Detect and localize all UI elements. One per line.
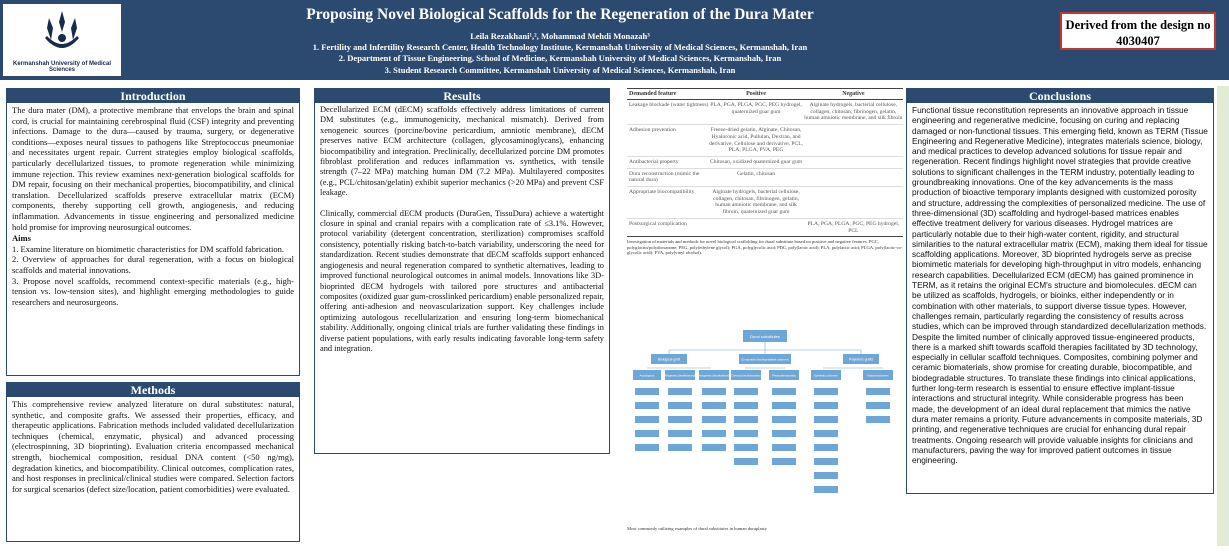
diagram-leaf-nodes <box>635 388 890 493</box>
table-row <box>627 187 903 219</box>
affiliation-1: 1. Fertility and Infertility Research Center, Health Technology Institute, Kermanshah University of Medical Sciences, Kermanshah, Iran <box>312 42 808 53</box>
table-cell-negative <box>804 171 903 184</box>
table-row <box>627 100 903 125</box>
table-cell-positive: Gelatin, chitosan <box>737 170 776 177</box>
table-header-feature: Demanded feature <box>629 91 677 97</box>
results-body <box>315 103 609 356</box>
methods-body <box>7 397 299 496</box>
poster-title: Proposing Novel Biological Scaffolds for the Regeneration of the Dura Mater <box>306 6 814 23</box>
university-emblem-icon <box>37 8 87 58</box>
conclusions-panel <box>906 88 1214 494</box>
table-header-negative: Negative <box>842 91 865 97</box>
diagram-node-label: Natural polymers <box>867 373 889 378</box>
introduction-heading: Introduction <box>7 89 299 103</box>
table-cell-feature: Postsurgical complication <box>629 220 687 227</box>
introduction-panel <box>6 88 300 376</box>
diagram-node-label: Autologous <box>639 373 655 378</box>
design-number-badge <box>1060 12 1216 50</box>
methods-heading: Methods <box>7 383 299 397</box>
results-paragraph-1: Decellularized ECM (dECM) scaffolds effectively address limitations of current DM substitutes (e.g., immunogenicity, mechanical mismatch). Derived from xenogeneic sources (porcine/bovine pericardium, amniotic membrane), dECM preserves native ECM architecture (collagen, glycosaminoglycans), enhancing biocompatibility and integration. Preclinically, decellularized porcine DM promotes fibroblast proliferation and reduces inflammation vs. synthetics, with tensile strength (7–22 MPa) matching human DM (7.2 MPa). Multilayered composites (e.g., PCL/chitosan/gelatin) exhibit superior mechanics (>20 MPa) and prevent CSF leakage. <box>320 105 604 198</box>
table-cell-negative: Alginate hydrogels, bacterial cellulose, collagen, chitosan, fibrinogen, gelatin, human amniotic membrane, and silk fibroin <box>804 102 903 122</box>
table-cell-feature: Adhesion prevention <box>629 127 676 134</box>
diagram-branch-label: Polymeric grafts <box>848 357 874 362</box>
aim-3: 3. Propose novel scaffolds, recommend context-specific materials (e.g., high-tension vs. low-tension sites), and highlight emerging methodologies to guide researchers and neurosurgeons. <box>12 275 294 307</box>
conclusions-text: Functional tissue reconstitution represents an innovative approach in tissue engineering and regenerative medicine, focusing on curing and replacing damaged or non-functional tissues. This emerging field, known as TERM (Tissue Engineering and Regenerative Medicine), integrates materials science, biology, and medical practices to develop advanced solutions for tissue repair and regeneration. Recent findings highlight novel strategies that provide creative solutions to significant challenges in the TERM industry, potentially leading to groundbreaking innovations. One of the key advancements is the mass production of bioactive temporary implants designed with customized porosity and structure, addressing the complexities of personalized medicine. The use of three-dimensional (3D) scaffolding and hydrogel-based matrices enables effective treatment delivery for various diseases. Hydrogel matrices are particularly notable due to their high-water content, rigidity, and structural similarities to the natural extracellular matrix (ECM), making them ideal for tissue scaffolding applications. Moreover, 3D bioprinted hydrogels serve as precise biomimetic materials for developing high-throughput in vitro models, enhancing research capabilities. Decellularized ECM (dECM) has gained prominence in TERM, as it retains the original ECM's structure and biomolecules. dECM can be utilized as scaffolds, hydrogels, or bioinks, either independently or in combination with other materials, to support diverse tissue types. However, challenges remain, particularly regarding the consistency of results across studies, which can be improved through standardized decellularization methods. Despite the limited number of clinically approved tissue-engineered products, there is a marked shift towards scaffold therapies facilitated by 3D technology, especially in cellular scaffold techniques. Composites, combining polymer and ceramic biomaterials, show promise for creating durable, biocompatible, and biodegradable structures. To translate these findings into clinical applications, further long-term research is essential to ensure effective implant-tissue interactions and structural integrity. While considerable progress has been made, the development of an ideal dural replacement that mimics the native dura mater remains a priority. Future advancements in composite materials, 3D printing, and regenerative techniques are crucial for enhancing dural repair treatments. Ongoing research will provide valuable insights for clinicians and manufacturers, paving the way for improved patient outcomes in tissue engineering. <box>912 105 1208 466</box>
diagram-subbranch-row <box>633 370 893 380</box>
table-cell-negative <box>804 159 903 166</box>
introduction-body <box>7 103 299 309</box>
table-cell-positive <box>708 221 803 234</box>
table-cell-positive: Alginate hydrogels, bacterial cellulose, collagen, chitosan, fibrinogen, gelatin, human amniotic membrane, and silk fibroin, quaternized guar gum <box>712 189 800 216</box>
design-number: 4030407 <box>1116 34 1160 48</box>
table-cell-negative <box>804 189 903 216</box>
poster-header <box>0 0 1229 80</box>
logo-caption: Kermanshah University of Medical Sciences <box>12 61 112 73</box>
aim-2: 2. Overview of approaches for dural regeneration, with a focus on biological scaffolds and material innovations. <box>12 254 294 275</box>
diagram-node-label: Allogeneic (decellularized) <box>664 374 696 378</box>
table-cell-negative <box>804 127 903 154</box>
diagram-node-label: Synthetic polymers <box>814 373 838 378</box>
affiliation-3: 3. Student Research Committee, Kermanshah University of Medical Sciences, Kermanshah, Iran <box>384 64 736 75</box>
diagram-node-label: Chemical decellularization <box>731 374 761 378</box>
diagram-root-label: Dural substitutes <box>750 334 780 339</box>
table-cell-feature: Dura reconstruction (mimic the natural dura) <box>629 170 700 184</box>
table-cell-feature: Appropriate biocompatibility <box>629 189 695 196</box>
table-cell-positive: PLA, PGA, PLGA, PGC, PEG hydrogel, quaternized guar gum <box>710 102 802 115</box>
table-cell-positive: Freeze-dried gelatin, Alginate, Chitosan, Hyaluronic acid, Pullulan, Dextran, and derivative, Cellulose and derivative, PCL, PLA, PLGA, PVA, PEG <box>709 127 804 154</box>
conclusions-body <box>907 103 1213 467</box>
author-names: Leila Rezakhani¹,², Mohammad Mehdi Monazah³ <box>470 31 650 41</box>
diagram-branch-label: Composite (biodegradable polymer) <box>741 357 789 362</box>
table-cell-negative: PLA, PGA, PLGA, PGC, PEG hydrogel, PCL <box>807 220 900 234</box>
table-row <box>627 169 903 187</box>
features-table <box>627 88 903 256</box>
table-row <box>627 157 903 169</box>
results-heading: Results <box>315 89 609 103</box>
affiliation-2: 2. Department of Tissue Engineering, School of Medicine, Kermanshah University of Medical Sciences, Kermanshah, Iran <box>338 53 782 64</box>
methods-text: This comprehensive review analyzed literature on dural substitutes: natural, synthetic, and composite grafts. We assessed their properties, efficacy, and therapeutic applications. Fabrication methods included validated decellularization techniques (chemical, enzymatic, physical) and advanced processing (electrospinning, 3D bioprinting). Evaluation criteria encompassed mechanical strength, biochemical composition, residual DNA content (<50 ng/mg), degradation kinetics, and biocompatibility. Clinical outcomes, complication rates, and host responses in preclinical/clinical studies were compared. Selection factors for surgical scenarios (defect size/location, patient comorbidities) were evaluated. <box>12 399 294 494</box>
university-logo <box>3 4 121 76</box>
methods-panel <box>6 382 300 542</box>
table-header-positive: Positive <box>746 91 767 97</box>
aim-1: 1. Examine literature on biomimetic characteristics for DM scaffold fabrication. <box>12 243 284 254</box>
diagram-branch-label: Biological graft <box>657 357 681 362</box>
diagram-node-label: Xenogeneic (decellularized) <box>697 374 731 378</box>
table-cell-positive: Chitosan, oxidized quaternized guar gum <box>710 158 803 165</box>
aims-title: Aims <box>12 233 31 244</box>
table-header-row <box>627 88 903 100</box>
introduction-text: The dura mater (DM), a protective membrane that envelops the brain and spinal cord, is crucial for maintaining cerebrospinal fluid (CSF) integrity and preventing infections. Damage to the dura—caused by trauma, surgery, or degenerative conditions—exposes neural tissues to pathogens like Streptococcus pneumoniae and necessitates urgent repair. Current strategies employ biological scaffolds, particularly decellularized tissues, to promote regeneration while minimizing immune rejection. This review examines next-generation biological scaffolds for DM repair, focusing on their mechanical properties, biocompatibility, and clinical translation. Decellularized scaffolds preserve extracellular matrix (ECM) components, thereby supporting cell growth, angiogenesis, and reducing inflammation. Advancements in tissue engineering and personalized medicine hold promise for improving neurosurgical outcomes. <box>12 105 294 232</box>
dural-substitutes-diagram <box>627 324 903 534</box>
decorative-side-strip <box>1217 86 1229 546</box>
diagram-node-label: Physical/enzymatic <box>772 373 796 378</box>
conclusions-heading: Conclusions <box>907 89 1213 103</box>
table-cell-feature: Antibacterial property <box>629 158 679 165</box>
authors-block <box>200 31 920 76</box>
table-caption: Investigation of materials and methods for novel biological scaffolding for dural substitute based on positive and negative features. PGC, polyglactin/polydioxanone; PEG, poly(ethylene glycol); PGA, polyglycolic acid; PDC, poly(lactic acid); PLA, polylactic acid; PLGA, poly(lactic-co-glycolic acid); PVA, poly(vinyl alcohol). <box>627 239 903 256</box>
table-row <box>627 219 903 237</box>
results-panel <box>314 88 610 454</box>
table-row <box>627 125 903 157</box>
design-label: Derived from the design no <box>1065 18 1211 32</box>
diagram-caption: Most commonly utilizing examples of dural substitutes in human duraplasty <box>627 526 767 531</box>
table-cell-feature: Leakage blockade (water tightness) <box>629 102 709 108</box>
results-paragraph-2: Clinically, commercial dECM products (DuraGen, TissuDura) achieve a watertight closure in spinal and cranial repairs with a complication rate of ≤3.1%. However, protocol variability (detergent concentration, sterilization) compromises scaffold consistency, potentially risking batch-to-batch variability, underscoring the need for standardization. Recent studies demonstrate that dECM scaffolds support enhanced angiogenesis and neural regeneration compared to synthetic alternatives, leading to improved functional neurological outcomes in animal models. Innovations like 3D-bioprinted dECM hydrogels with tailored pore structures and antibacterial composites (oxidized guar gum-crosslinked pericardium) enable personalized repair, offering anti-adhesion and neovascularization support. Key challenges include optimizing autologous recellularization and ensuring long-term biomechanical stability. Additionally, ongoing clinical trials are further validating these findings in diverse patient populations, with early results indicating favorable long-term safety and integration. <box>320 208 604 353</box>
